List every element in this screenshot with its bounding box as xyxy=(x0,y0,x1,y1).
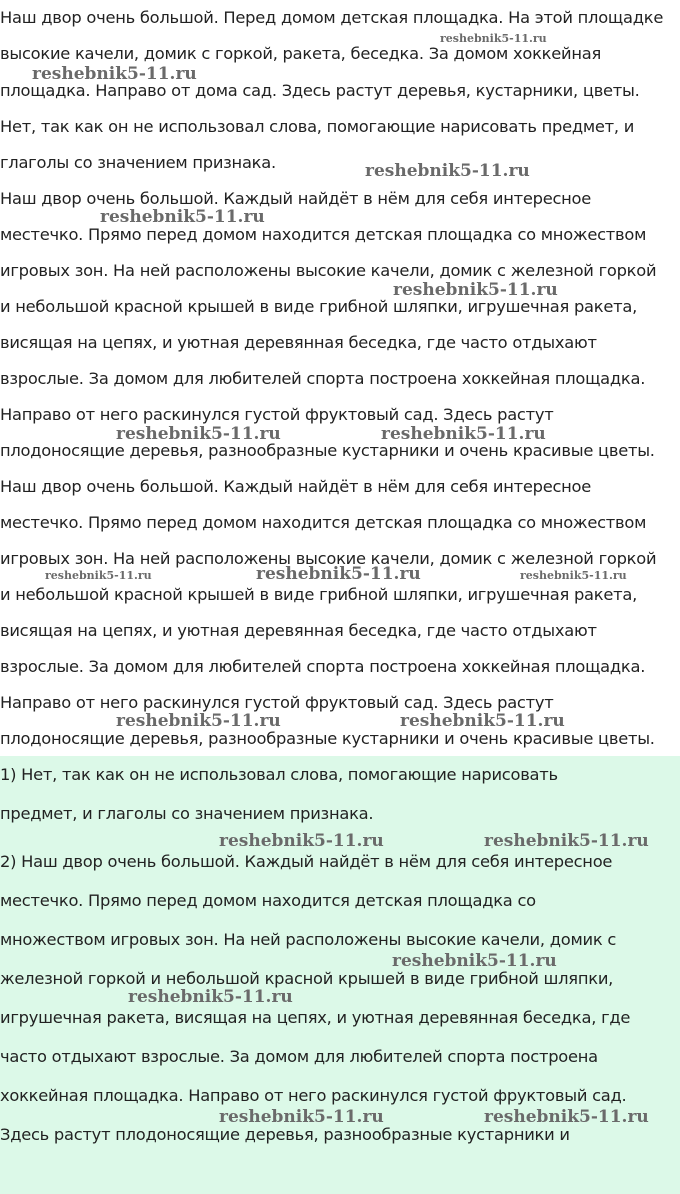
text-line: Наш двор очень большой. Перед домом детская площадка. На этой площадке xyxy=(0,8,664,27)
answer-line: хоккейная площадка. Направо от него раскинулся густой фруктовый сад. xyxy=(0,1086,627,1105)
watermark: reshebnik5-11.ru xyxy=(219,831,384,851)
answer-line: множеством игровых зон. На ней расположены высокие качели, домик с xyxy=(0,930,617,949)
watermark: reshebnik5-11.ru xyxy=(256,564,421,584)
watermark: reshebnik5-11.ru xyxy=(45,569,152,582)
text-line: высокие качели, домик с горкой, ракета, беседка. За домом хоккейная xyxy=(0,44,602,63)
text-line: Наш двор очень большой. Каждый найдёт в нём для себя интересное xyxy=(0,477,592,496)
watermark: reshebnik5-11.ru xyxy=(484,1107,649,1127)
watermark: reshebnik5-11.ru xyxy=(520,569,627,582)
text-line: игровых зон. На ней расположены высокие качели, домик с железной горкой xyxy=(0,549,657,568)
answer-line: местечко. Прямо перед домом находится детская площадка со xyxy=(0,891,536,910)
watermark: reshebnik5-11.ru xyxy=(484,831,649,851)
watermark: reshebnik5-11.ru xyxy=(32,64,197,84)
watermark: reshebnik5-11.ru xyxy=(400,711,565,731)
watermark: reshebnik5-11.ru xyxy=(219,1107,384,1127)
text-line: висящая на цепях, и уютная деревянная беседка, где часто отдыхают xyxy=(0,621,597,640)
text-line: площадка. Направо от дома сад. Здесь растут деревья, кустарники, цветы. xyxy=(0,81,640,100)
answer-line: 1) Нет, так как он не использовал слова, помогающие нарисовать xyxy=(0,765,558,784)
answer-line: игрушечная ракета, висящая на цепях, и уютная деревянная беседка, где xyxy=(0,1008,631,1027)
text-line: плодоносящие деревья, разнообразные кустарники и очень красивые цветы. xyxy=(0,441,655,460)
answer-line: 2) Наш двор очень большой. Каждый найдёт в нём для себя интересное xyxy=(0,852,613,871)
text-line: глаголы со значением признака. xyxy=(0,153,276,172)
watermark: reshebnik5-11.ru xyxy=(116,711,281,731)
answer-line: предмет, и глаголы со значением признака. xyxy=(0,804,374,823)
answer-line: железной горкой и небольшой красной крышей в виде грибной шляпки, xyxy=(0,969,614,988)
text-line: и небольшой красной крышей в виде грибной шляпки, игрушечная ракета, xyxy=(0,585,638,604)
answer-line: часто отдыхают взрослые. За домом для любителей спорта построена xyxy=(0,1047,598,1066)
text-line: игровых зон. На ней расположены высокие качели, домик с железной горкой xyxy=(0,261,657,280)
text-line: местечко. Прямо перед домом находится детская площадка со множеством xyxy=(0,513,647,532)
watermark: reshebnik5-11.ru xyxy=(393,280,558,300)
text-line: Направо от него раскинулся густой фруктовый сад. Здесь растут xyxy=(0,693,554,712)
watermark: reshebnik5-11.ru xyxy=(365,161,530,181)
watermark: reshebnik5-11.ru xyxy=(128,987,293,1007)
watermark: reshebnik5-11.ru xyxy=(100,207,265,227)
watermark: reshebnik5-11.ru xyxy=(440,32,547,45)
text-line: плодоносящие деревья, разнообразные кустарники и очень красивые цветы. xyxy=(0,729,655,748)
text-line: взрослые. За домом для любителей спорта построена хоккейная площадка. xyxy=(0,369,646,388)
text-line: взрослые. За домом для любителей спорта построена хоккейная площадка. xyxy=(0,657,646,676)
text-line: местечко. Прямо перед домом находится детская площадка со множеством xyxy=(0,225,647,244)
text-line: висящая на цепях, и уютная деревянная беседка, где часто отдыхают xyxy=(0,333,597,352)
text-line: и небольшой красной крышей в виде грибной шляпки, игрушечная ракета, xyxy=(0,297,638,316)
watermark: reshebnik5-11.ru xyxy=(381,424,546,444)
text-line: Направо от него раскинулся густой фруктовый сад. Здесь растут xyxy=(0,405,554,424)
watermark: reshebnik5-11.ru xyxy=(392,951,557,971)
answer-line: Здесь растут плодоносящие деревья, разнообразные кустарники и xyxy=(0,1125,570,1144)
watermark: reshebnik5-11.ru xyxy=(116,424,281,444)
text-line: Нет, так как он не использовал слова, помогающие нарисовать предмет, и xyxy=(0,117,635,136)
text-line: Наш двор очень большой. Каждый найдёт в нём для себя интересное xyxy=(0,189,592,208)
